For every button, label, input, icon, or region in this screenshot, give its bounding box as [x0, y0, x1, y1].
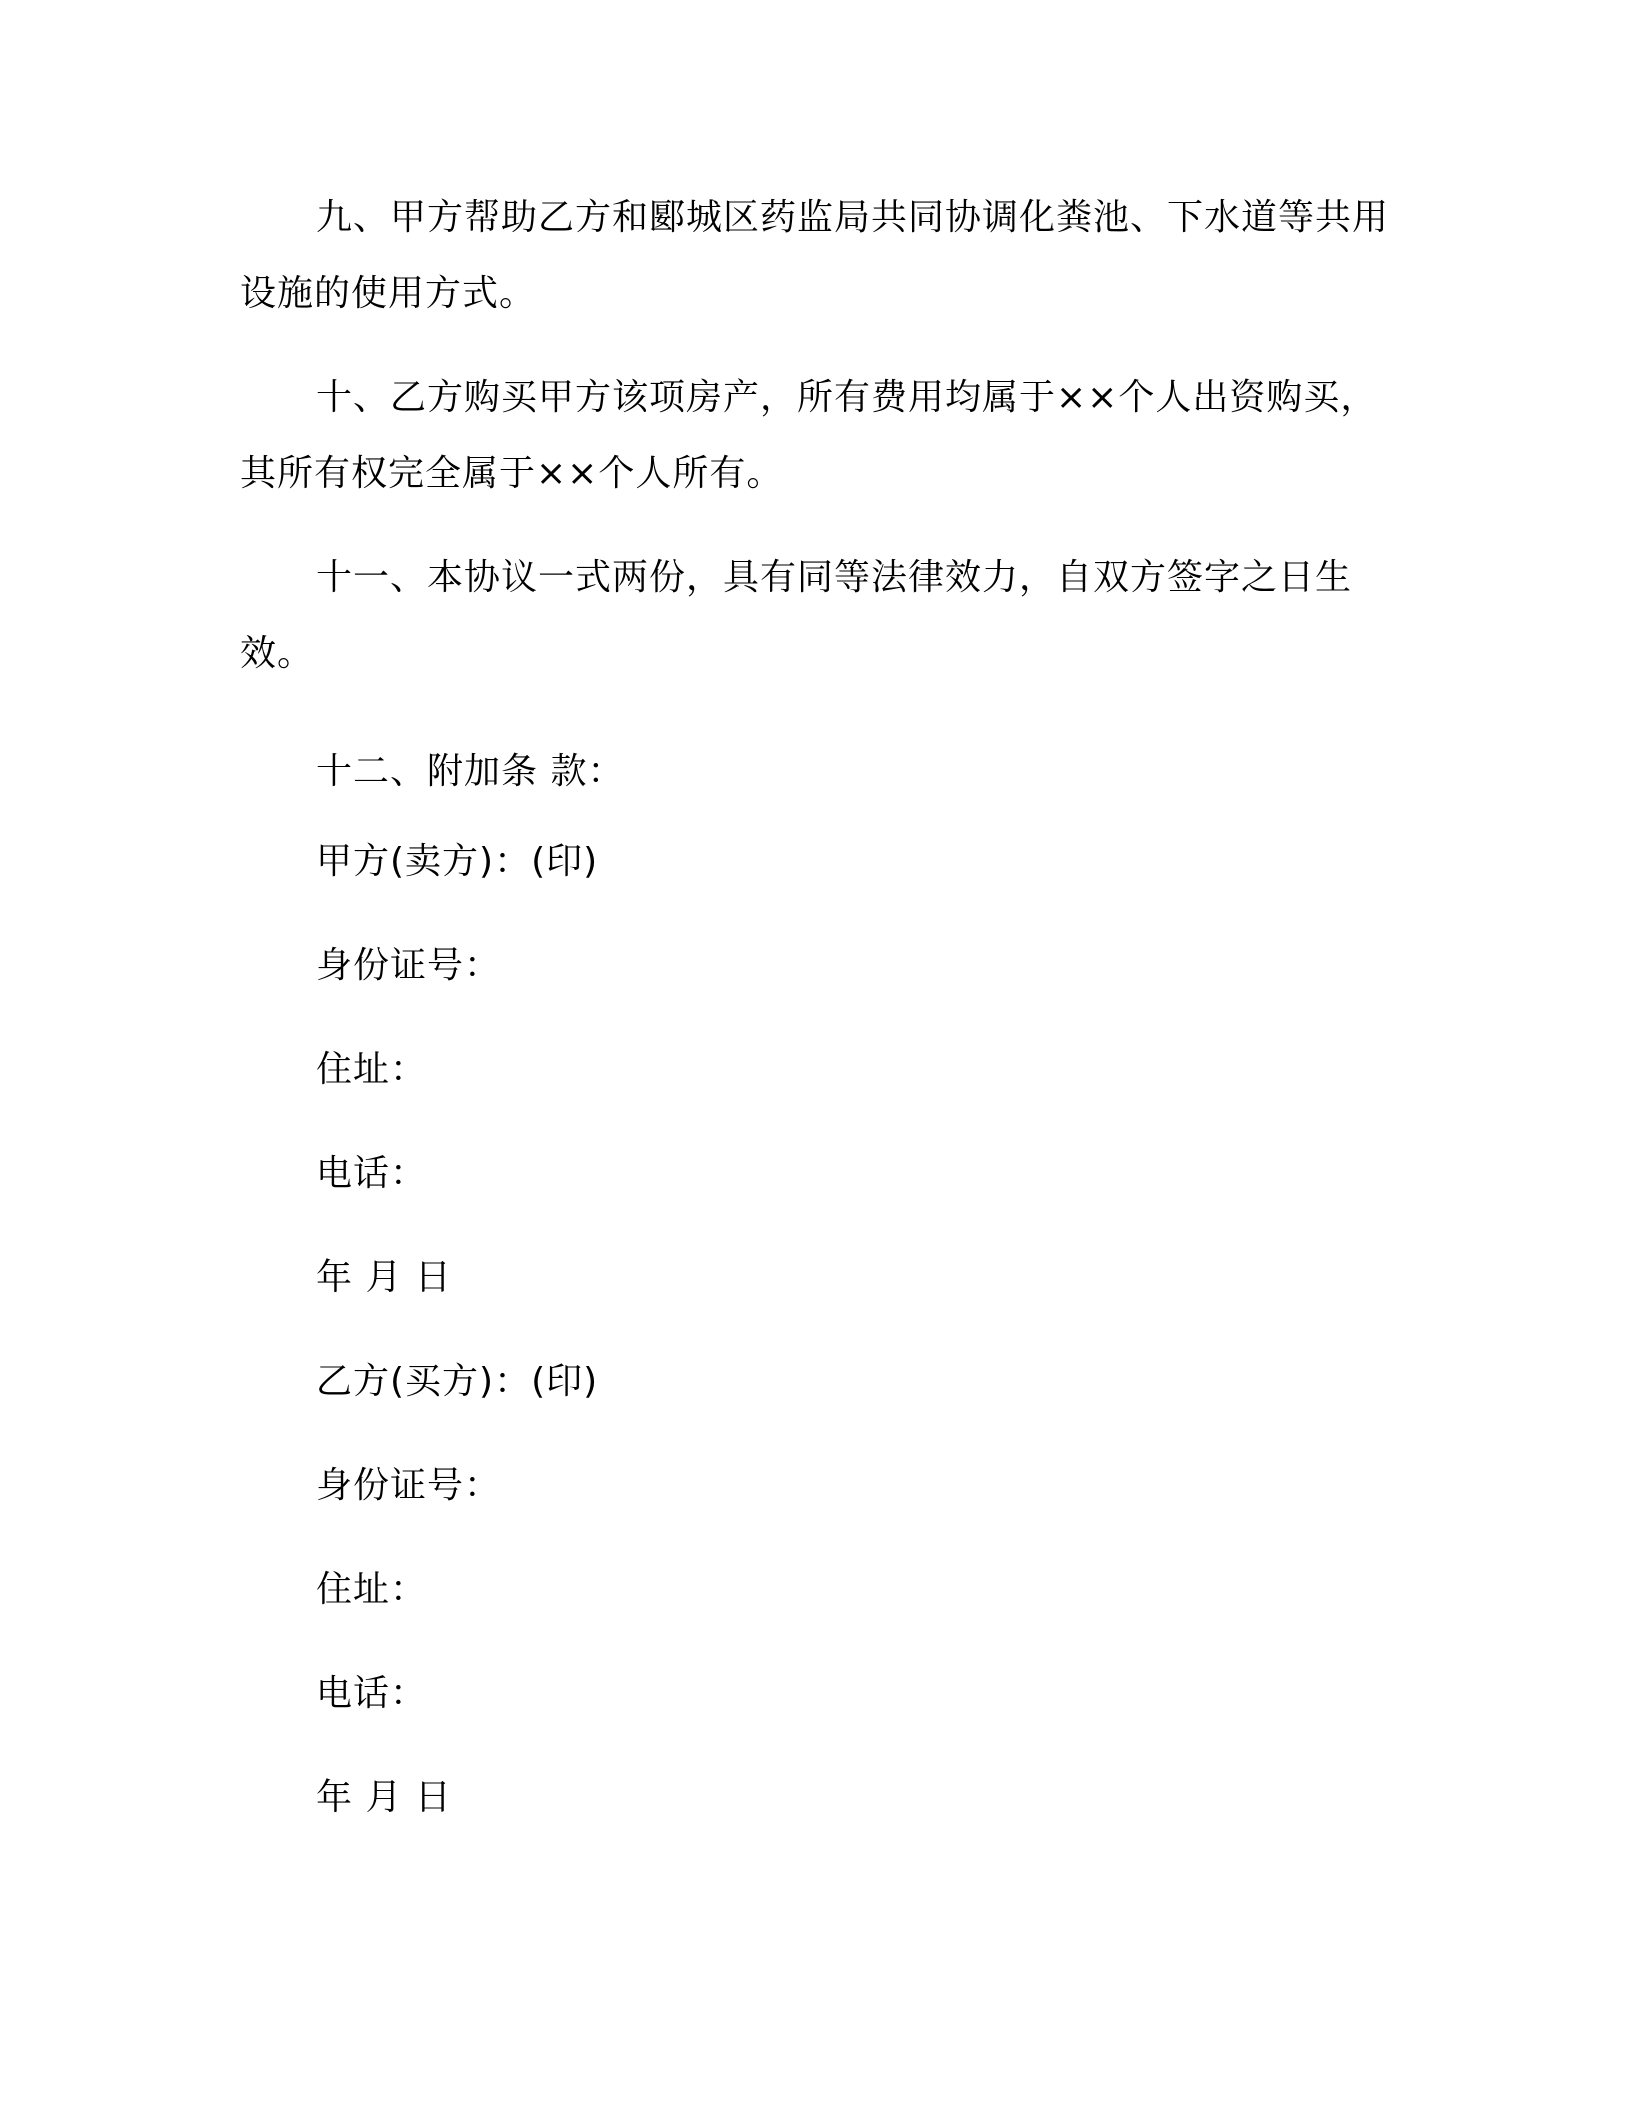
party-b-phone-label: 电话： [316, 1673, 428, 1714]
party-a-id-label: 身份证号： [316, 945, 502, 986]
clause-9: 九、甲方帮助乙方和郾城区药监局共同协调化粪池、下水道等共用设施的使用方式。 [240, 197, 1390, 314]
party-b-id-label: 身份证号： [316, 1465, 502, 1506]
clause-11: 十一、本协议一式两份，具有同等法律效力，自双方签字之日生效。 [240, 557, 1353, 674]
party-a-title: 甲方(卖方)：(印) [316, 841, 599, 882]
clause-12: 十二、附加条 款： [316, 751, 625, 792]
party-a-address-label: 住址： [316, 1049, 428, 1090]
clause-10: 十、乙方购买甲方该项房产，所有费用均属于××个人出资购买，其所有权完全属于××个人所有。 [240, 377, 1378, 494]
party-b-title: 乙方(买方)：(印) [316, 1361, 599, 1402]
party-a-date-label: 年 月 日 [316, 1257, 452, 1298]
party-a-phone-label: 电话： [316, 1153, 428, 1194]
party-b-address-label: 住址： [316, 1569, 428, 1610]
party-b-date-label: 年 月 日 [316, 1777, 452, 1818]
